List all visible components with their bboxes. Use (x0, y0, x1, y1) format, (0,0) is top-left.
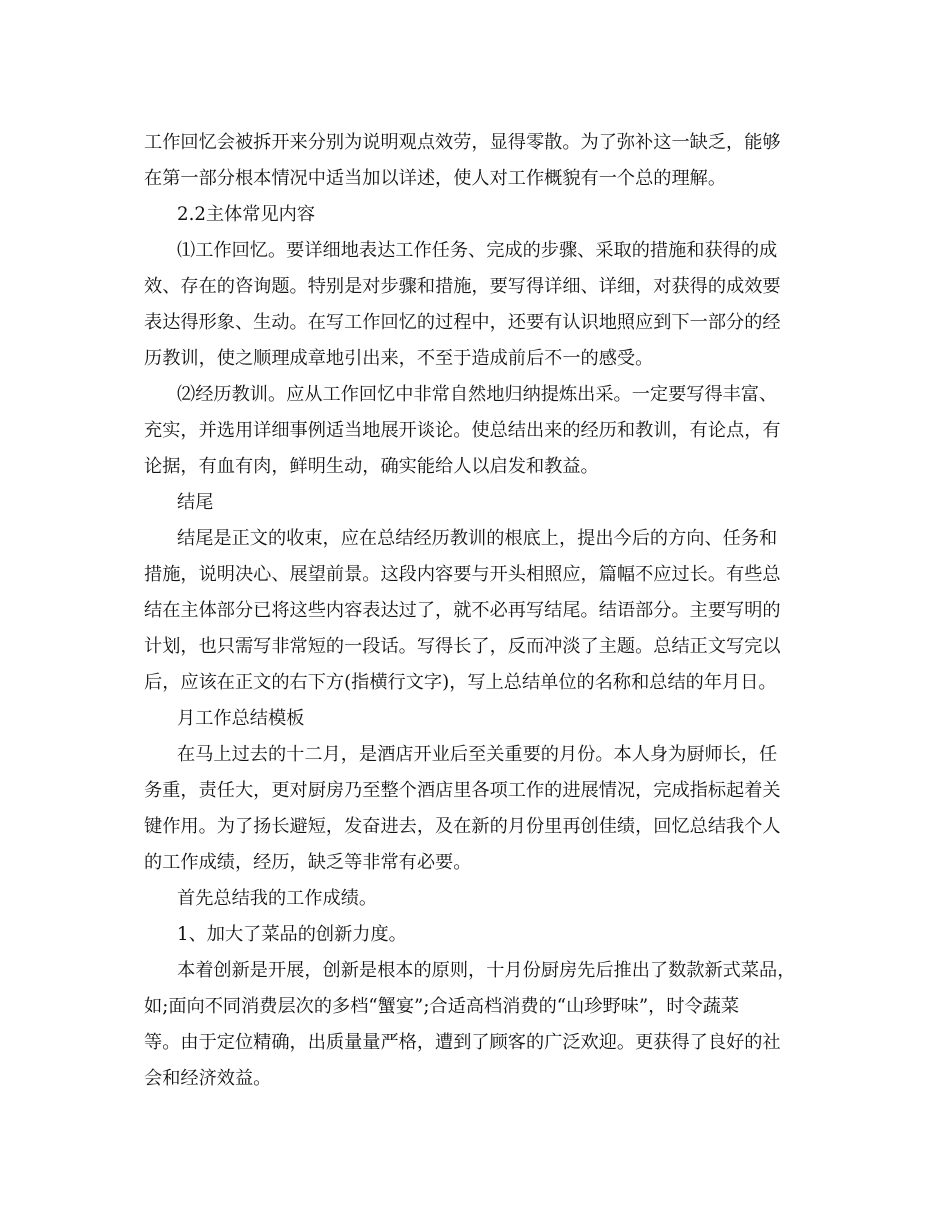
text-line: 本着创新是开展，创新是根本的原则，十月份厨房先后推出了数款新式菜品， (177, 960, 796, 981)
text-line: 结尾是正文的收束，应在总结经历教训的根底上，提出今后的方向、任务和 (177, 528, 778, 549)
list-item: 1、加大了菜品的创新力度。 (177, 924, 407, 945)
text-line: ⑵经历教训。应从工作回忆中非常自然地归纳提炼出采。一定要写得丰富、 (177, 384, 778, 405)
text-line: 等。由于定位精确，出质量量严格，遭到了顾客的广泛欢迎。更获得了良好的社 (144, 1032, 781, 1053)
text-line: 历教训，使之顺理成章地引出来，不至于造成前后不一的感受。 (144, 348, 654, 369)
text-line: 计划，也只需写非常短的一段话。写得长了，反而冲淡了主题。总结正文写完以 (144, 636, 781, 657)
text-line: 措施，说明决心、展望前景。这段内容要与开头相照应，篇幅不应过长。有些总 (144, 564, 781, 585)
document-body (144, 125, 808, 1097)
section-heading: 2.2主体常见内容 (177, 204, 316, 225)
text-line: 务重，责任大，更对厨房乃至整个酒店里各项工作的进展情况，完成指标起着关 (144, 780, 781, 801)
text-line: 键作用。为了扬长避短，发奋进去，及在新的月份里再创佳绩，回忆总结我个人 (144, 816, 781, 837)
text-line: 首先总结我的工作成绩。 (177, 888, 378, 909)
section-heading: 月工作总结模板 (177, 708, 305, 729)
text-line: 充实，并选用详细事例适当地展开谈论。使总结出来的经历和教训，有论点，有 (144, 420, 781, 441)
text-line: 表达得形象、生动。在写工作回忆的过程中，还要有认识地照应到下一部分的经 (144, 312, 781, 333)
text-line: 工作回忆会被拆开来分别为说明观点效劳，显得零散。为了弥补这一缺乏，能够 (144, 132, 781, 153)
text-line: 效、存在的咨询题。特别是对步骤和措施，要写得详细、详细，对获得的成效要 (144, 276, 781, 297)
text-line: 在马上过去的十二月，是酒店开业后至关重要的月份。本人身为厨师长，任 (177, 744, 778, 765)
text-line: 会和经济效益。 (144, 1068, 272, 1089)
text-line: 论据，有血有肉，鲜明生动，确实能给人以启发和教益。 (144, 456, 599, 477)
text-line: 在第一部分根本情况中适当加以详述，使人对工作概貌有一个总的理解。 (144, 168, 727, 189)
text-line: 如;面向不同消费层次的多档“蟹宴”;合适高档消费的“山珍野味”，时令蔬菜 (144, 996, 740, 1017)
section-heading: 结尾 (177, 492, 214, 513)
text-line: ⑴工作回忆。要详细地表达工作任务、完成的步骤、采取的措施和获得的成 (177, 240, 778, 261)
text-line: 后，应该在正文的右下方(指横行文字)，写上总结单位的名称和总结的年月日。 (144, 672, 777, 693)
text-line: 结在主体部分已将这些内容表达过了，就不必再写结尾。结语部分。主要写明的 (144, 600, 781, 621)
text-line: 的工作成绩，经历，缺乏等非常有必要。 (144, 852, 472, 873)
